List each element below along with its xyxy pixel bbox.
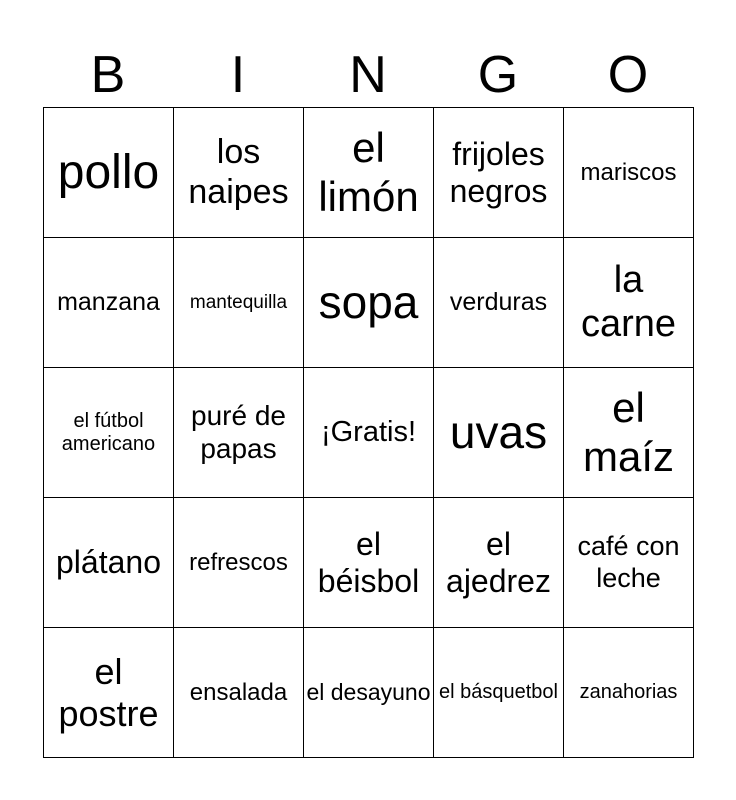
bingo-cell[interactable]: café con leche xyxy=(564,498,694,628)
bingo-cell[interactable]: plátano xyxy=(44,498,174,628)
bingo-cell[interactable]: el limón xyxy=(304,108,434,238)
bingo-cell[interactable]: la carne xyxy=(564,238,694,368)
bingo-cell[interactable]: el desayuno xyxy=(304,628,434,758)
bingo-cell[interactable]: mariscos xyxy=(564,108,694,238)
bingo-row xyxy=(44,628,694,758)
bingo-cell[interactable]: los naipes xyxy=(174,108,304,238)
bingo-cell[interactable]: refrescos xyxy=(174,498,304,628)
bingo-cell[interactable]: mantequilla xyxy=(174,238,304,368)
bingo-cell[interactable]: el fútbol americano xyxy=(44,368,174,498)
bingo-card xyxy=(43,107,694,758)
bingo-cell[interactable]: verduras xyxy=(434,238,564,368)
bingo-cell[interactable]: ensalada xyxy=(174,628,304,758)
bingo-row xyxy=(44,108,694,238)
bingo-cell[interactable]: frijoles negros xyxy=(434,108,564,238)
bingo-cell[interactable]: puré de papas xyxy=(174,368,304,498)
bingo-cell[interactable]: uvas xyxy=(434,368,564,498)
bingo-cell[interactable]: manzana xyxy=(44,238,174,368)
bingo-cell[interactable]: pollo xyxy=(44,108,174,238)
bingo-cell[interactable]: el béisbol xyxy=(304,498,434,628)
bingo-cell[interactable]: sopa xyxy=(304,238,434,368)
bingo-header xyxy=(43,44,693,106)
bingo-cell[interactable]: el básquetbol xyxy=(434,628,564,758)
bingo-row xyxy=(44,238,694,368)
bingo-cell[interactable]: el postre xyxy=(44,628,174,758)
bingo-cell[interactable]: ¡Gratis! xyxy=(304,368,434,498)
header-letter-o: O xyxy=(607,46,649,104)
header-letter-i: I xyxy=(230,46,246,104)
header-letter-g: G xyxy=(477,46,519,104)
header-letter-n: N xyxy=(349,46,387,104)
bingo-row xyxy=(44,368,694,498)
bingo-cell[interactable]: zanahorias xyxy=(564,628,694,758)
bingo-row xyxy=(44,498,694,628)
bingo-cell[interactable]: el maíz xyxy=(564,368,694,498)
bingo-cell[interactable]: el ajedrez xyxy=(434,498,564,628)
header-letter-b: B xyxy=(90,46,126,104)
